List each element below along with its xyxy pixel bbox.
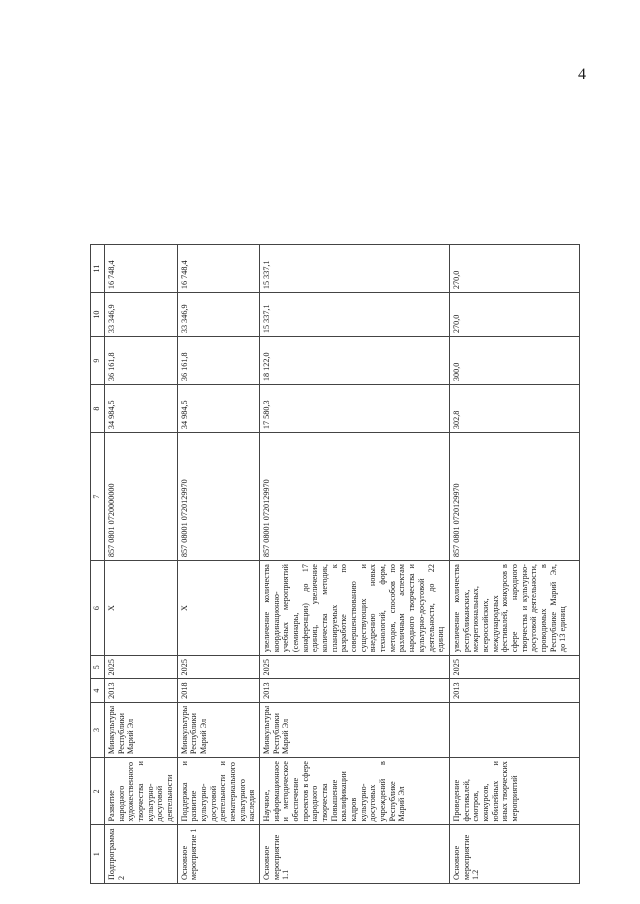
amount-cell: 34 984,5	[177, 385, 259, 433]
responsible-executor: Минкультуры Республики Марий Эл	[260, 702, 450, 757]
row-description: Поддержка и развитие культурно-досуговой деятельности и нематериального культурного наследия	[177, 758, 259, 825]
budget-code: 857 0801 0720129970	[450, 433, 580, 561]
end-year: 2025	[260, 656, 450, 679]
amount-cell: 15 337,1	[260, 293, 450, 337]
amount-cell: 18 122,0	[260, 337, 450, 385]
header-cell: 4	[91, 679, 105, 702]
budget-table	[90, 244, 580, 884]
amount-cell: 270,0	[450, 293, 580, 337]
start-year: 2018	[177, 679, 259, 702]
amount-cell: 302,8	[450, 385, 580, 433]
row-label: Основное мероприятие 1.1	[260, 825, 450, 884]
expected-result: X	[177, 561, 259, 656]
expected-result: X	[105, 561, 178, 656]
header-row	[91, 245, 105, 884]
start-year: 2013	[450, 679, 580, 702]
row-label: Подпрограмма 2	[105, 825, 178, 884]
amount-cell: 16 748,4	[177, 245, 259, 293]
table-row	[177, 245, 259, 884]
amount-cell: 36 161,8	[105, 337, 178, 385]
amount-cell: 33 346,9	[105, 293, 178, 337]
header-cell: 9	[91, 337, 105, 385]
header-cell: 8	[91, 385, 105, 433]
amount-cell: 15 337,1	[260, 245, 450, 293]
budget-code: 857 08001 0720129970	[177, 433, 259, 561]
row-description: Научное, информационное и методическое обеспечение проектов в сфере народного творчества Повышение квалификации кадров культурно-досуговых учреждений в Республике Марий Эл	[260, 758, 450, 825]
amount-cell: 36 161,8	[177, 337, 259, 385]
amount-cell: 34 984,5	[105, 385, 178, 433]
table-row	[105, 245, 178, 884]
header-cell: 3	[91, 702, 105, 757]
table-row	[260, 245, 450, 884]
amount-cell: 16 748,4	[105, 245, 178, 293]
expected-result: увеличение количества координационно-учебных мероприятий (семинары, конференции) до 17 единиц, увеличение количества методик, планируемых к разработке по совершенствованию существующих и внедрению новых технологий, форм, методов, способов по различным аспектам народного творчества и культурно-досуговой деятельности, до 22 единиц	[260, 561, 450, 656]
end-year: 2025	[105, 656, 178, 679]
header-cell: 11	[91, 245, 105, 293]
responsible-executor: Минкультуры Республики Марий Эл	[177, 702, 259, 757]
row-label: Основное мероприятие 1	[177, 825, 259, 884]
responsible-executor	[450, 702, 580, 757]
row-description: Развитие народного художественного творчества и культурно-досуговой деятельности	[105, 758, 178, 825]
page-number: 4	[578, 66, 586, 83]
budget-code: 857 08001 0720129970	[260, 433, 450, 561]
end-year: 2025	[450, 656, 580, 679]
row-description: Проведение фестивалей, смотров, конкурсов, юбилейных и иных творческих мероприятий	[450, 758, 580, 825]
expected-result: увеличение количества республиканских, межрегиональных, всероссийских, международных фестивалей, конкурсов в сфере народного творчества и культурно-досуговой деятельности, проводимых в Республике Марий Эл, до 13 единиц	[450, 561, 580, 656]
header-cell: 7	[91, 433, 105, 561]
end-year: 2025	[177, 656, 259, 679]
header-cell: 5	[91, 656, 105, 679]
budget-code: 857 0801 0720000000	[105, 433, 178, 561]
row-label: Основное мероприятие 1.2	[450, 825, 580, 884]
amount-cell: 300,0	[450, 337, 580, 385]
start-year: 2013	[105, 679, 178, 702]
header-cell: 10	[91, 293, 105, 337]
amount-cell: 17 580,3	[260, 385, 450, 433]
amount-cell: 33 346,9	[177, 293, 259, 337]
amount-cell: 270,0	[450, 245, 580, 293]
header-cell: 6	[91, 561, 105, 656]
start-year: 2013	[260, 679, 450, 702]
responsible-executor: Минкультуры Республики Марий Эл	[105, 702, 178, 757]
table-row	[450, 245, 580, 884]
header-cell: 1	[91, 825, 105, 884]
header-cell: 2	[91, 758, 105, 825]
